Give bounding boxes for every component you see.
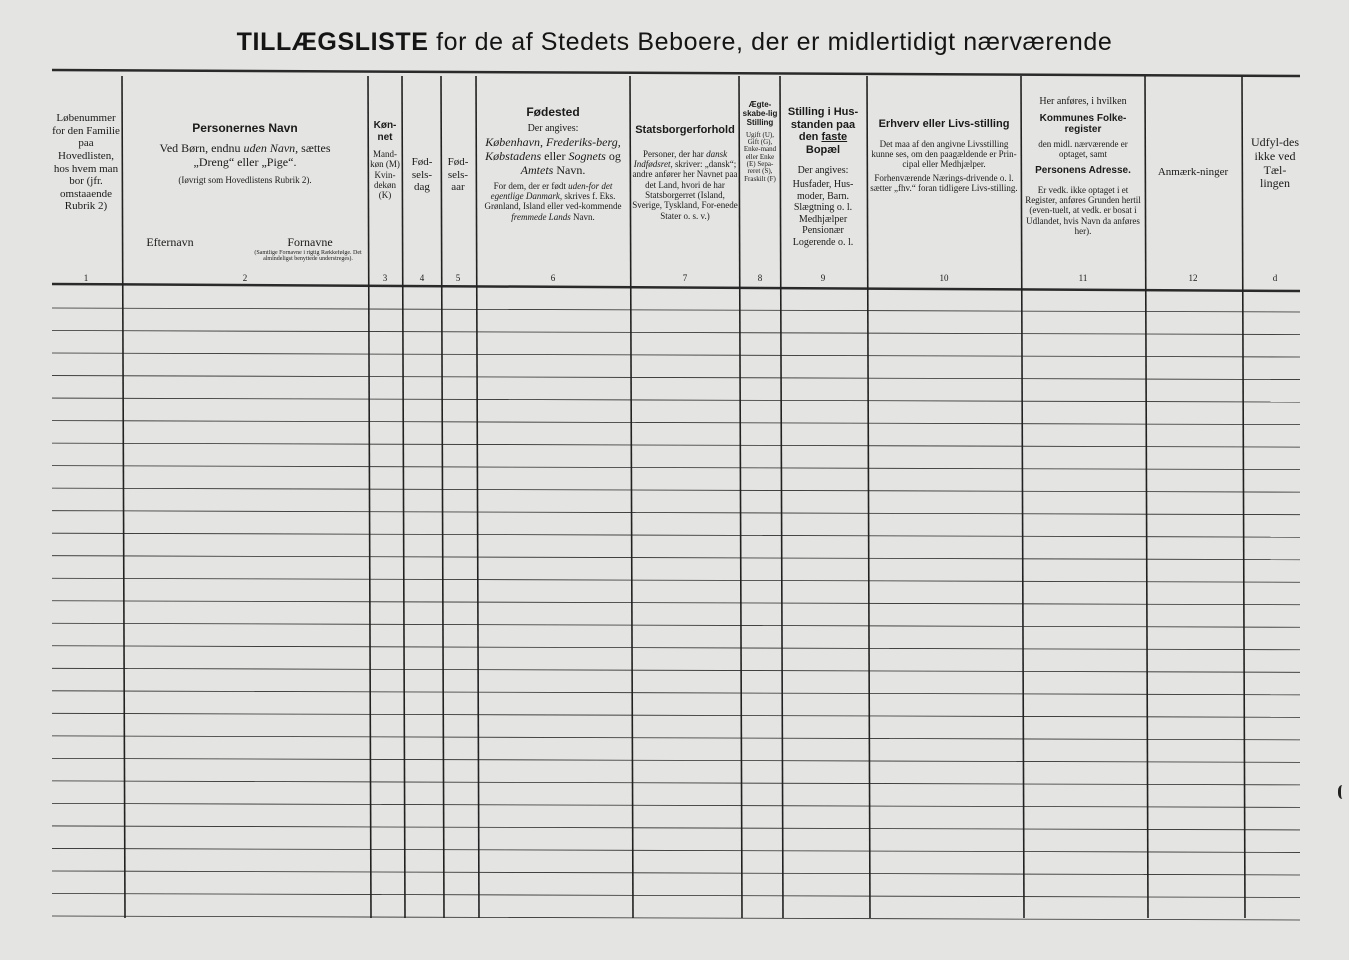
col-num-11: 11 [1078, 273, 1088, 283]
col8-header [741, 100, 779, 183]
row-rule [52, 443, 1300, 447]
col2-heading: Personernes Navn [192, 122, 298, 135]
binding-mark [1338, 785, 1349, 799]
col2-sub-fornavne-note: (Samtlige Fornavne i rigtig Rækkefølge. Det almindeligst benyttede understreges). [254, 250, 362, 262]
row-rule [52, 353, 1300, 357]
column-line-9 [867, 76, 870, 918]
row-rule [52, 893, 1300, 897]
col2-line3: (Iøvrigt som Hovedlistens Rubrik 2). [178, 175, 312, 186]
col-num-4: 4 [419, 273, 425, 283]
col11-heading2: Personens Adresse. [1035, 165, 1131, 177]
row-rule [52, 691, 1300, 695]
col2-header [124, 122, 366, 186]
col2-line2: „Dreng“ eller „Pige“. [193, 154, 297, 169]
col7-body2: skriver: „dansk“; andre anfører her Navnet paa det Land, hvori de har Statsborgerret (Island, Sverige, Tyskland, For-enede Stater o. s. v.) [632, 158, 738, 221]
row-rule [52, 376, 1300, 380]
col-d-header: Udfyl-des ikke ved Tæl-lingen [1251, 136, 1299, 191]
row-rule [52, 803, 1300, 807]
col8-heading: Ægte-skabe-lig Stilling [742, 100, 778, 128]
col2-sub-fornavne: Fornavne [287, 236, 333, 249]
row-rule [52, 533, 1300, 537]
col6-italic5: fremmede Lands [511, 211, 571, 222]
col9-header [781, 106, 865, 248]
col1-header [52, 112, 120, 213]
row-rule [52, 623, 1300, 627]
col11-line1: Her anføres, i hvilken [1039, 96, 1127, 107]
row-rule [52, 848, 1300, 852]
row-rule [52, 421, 1300, 425]
col10-body2: Forhenværende Nærings-drivende o. l. sætter „fhv.“ foran tidligere Livs-stilling. [870, 172, 1018, 194]
column-line-12 [1242, 76, 1245, 918]
row-rule [52, 713, 1300, 717]
col5-header: Fød-sels-aar [447, 156, 469, 194]
col10-body1: Det maa af den angivne Livsstilling kunne ses, om den paagældende er Prin-cipal eller Medhjælper. [871, 138, 1017, 170]
header-bottom-rule [52, 284, 1300, 291]
row-rule [52, 511, 1300, 515]
top-rule [52, 70, 1300, 76]
col6-italic3: Amtets [520, 162, 554, 177]
col11-line2: den midl. nærværende er optaget, samt [1038, 138, 1128, 159]
col-num-5: 5 [455, 273, 461, 283]
col6-header [478, 106, 628, 222]
col6-line-born [478, 181, 628, 222]
column-line-7 [739, 76, 742, 918]
col7-header [632, 124, 738, 221]
col9-body: Husfader, Hus-moder, Barn. Slægtning o. l. Medhjælper Pensionær Logerende o. l. [792, 179, 854, 248]
col6-italic1: København, Frederiks-berg, Købstadens [485, 135, 621, 164]
col2-line1-end: sættes [301, 140, 331, 155]
row-rule [52, 556, 1300, 560]
col-num-12: 12 [1188, 273, 1198, 283]
col6-line4: Navn. [572, 211, 595, 222]
col-num-3: 3 [382, 273, 388, 283]
row-rule [52, 646, 1300, 650]
row-rule [52, 308, 1300, 312]
col6-heading: Fødested [526, 106, 580, 119]
col-num-1: 1 [83, 273, 89, 283]
row-rule [52, 578, 1300, 582]
col6-italic4: uden-for det egentlige Danmark, [490, 180, 613, 202]
col1-header-text: Løbenummer for den Familie paa Hovedlisten, hos hvem man bor (jfr. omstaaende Rubrik 2) [52, 112, 120, 213]
row-rule [52, 781, 1300, 785]
col8-body: Ugift (U), Gift (G), Enke-mand eller Enke (E) Sepa-reret (S), Fraskilt (F) [743, 130, 777, 183]
col7-heading: Statsborgerforhold [635, 124, 735, 136]
row-rule [52, 871, 1300, 875]
col6-end: Navn. [556, 162, 586, 177]
row-rule [52, 668, 1300, 672]
col6-line-cities [478, 136, 628, 177]
column-line-2 [368, 76, 371, 918]
col6-italic2: Sognets [568, 149, 606, 164]
col2-line1 [124, 142, 366, 156]
form-title-rest: for de af Stedets Beboere, der er midlertidigt nærværende [436, 28, 1113, 56]
col4-header: Fød-sels-dag [411, 156, 433, 194]
col-num-d: d [1272, 273, 1278, 283]
row-rule [52, 826, 1300, 830]
column-line-1 [122, 76, 125, 918]
col7-body [632, 149, 738, 221]
row-rule [52, 601, 1300, 605]
row-rule [52, 736, 1300, 740]
row-rule [52, 466, 1300, 470]
row-rule [52, 398, 1300, 402]
col6-line3: skrives f. Eks. Grønland, Island eller ved-kommende [484, 191, 622, 212]
col9-heading [781, 106, 865, 157]
col-num-6: 6 [550, 273, 556, 283]
col2-sub-efternavn: Efternavn [146, 236, 194, 249]
col9-heading1: Stilling i Hus-standen paa den [787, 106, 859, 144]
row-rule [52, 488, 1300, 492]
column-line-4 [441, 76, 444, 918]
col11-body: Er vedk. ikke optaget i et Register, anføres Grunden hertil (even-tuelt, at vedk. er bosat i Udlandet, hvis Navn da anføres her). [1025, 184, 1141, 237]
col9-line1: Der angives: [797, 164, 849, 176]
col10-heading: Erhverv eller Livs-stilling [878, 118, 1010, 130]
row-rule [52, 758, 1300, 762]
col-num-7: 7 [682, 273, 688, 283]
col7-body1: Personer, der har [642, 148, 704, 159]
column-line-3 [402, 76, 405, 918]
form-title-strong: TILLÆGSLISTE [236, 28, 429, 56]
col12-header: Anmærk-ninger [1157, 166, 1229, 178]
col-num-8: 8 [757, 273, 763, 283]
row-rule [52, 331, 1300, 335]
col3-heading: Køn-net [373, 120, 397, 143]
col2-line1-a: Ved Børn, endnu [159, 140, 241, 155]
col10-header [870, 118, 1018, 193]
col6-mid2: og [608, 149, 621, 164]
col11-header [1024, 96, 1142, 236]
col9-heading-underlined: faste [821, 131, 848, 144]
col7-italic: dansk Indfødsret, [633, 148, 728, 169]
col-num-10: 10 [939, 273, 949, 283]
col6-line1: Der angives: [527, 122, 579, 134]
col-num-2: 2 [242, 273, 248, 283]
col6-mid1: eller [544, 149, 566, 164]
col-num-9: 9 [820, 273, 826, 283]
row-rule [52, 916, 1300, 920]
col6-line2: For dem, der er født [493, 180, 566, 191]
column-line-11 [1145, 76, 1148, 918]
col3-body: Mand-køn (M) Kvin-dekøn (K) [370, 149, 400, 201]
col11-heading: Kommunes Folke-register [1039, 112, 1127, 135]
col3-header [370, 120, 400, 201]
col2-line1-italic: uden Navn, [243, 140, 299, 155]
col9-heading2: Bopæl [805, 143, 841, 156]
